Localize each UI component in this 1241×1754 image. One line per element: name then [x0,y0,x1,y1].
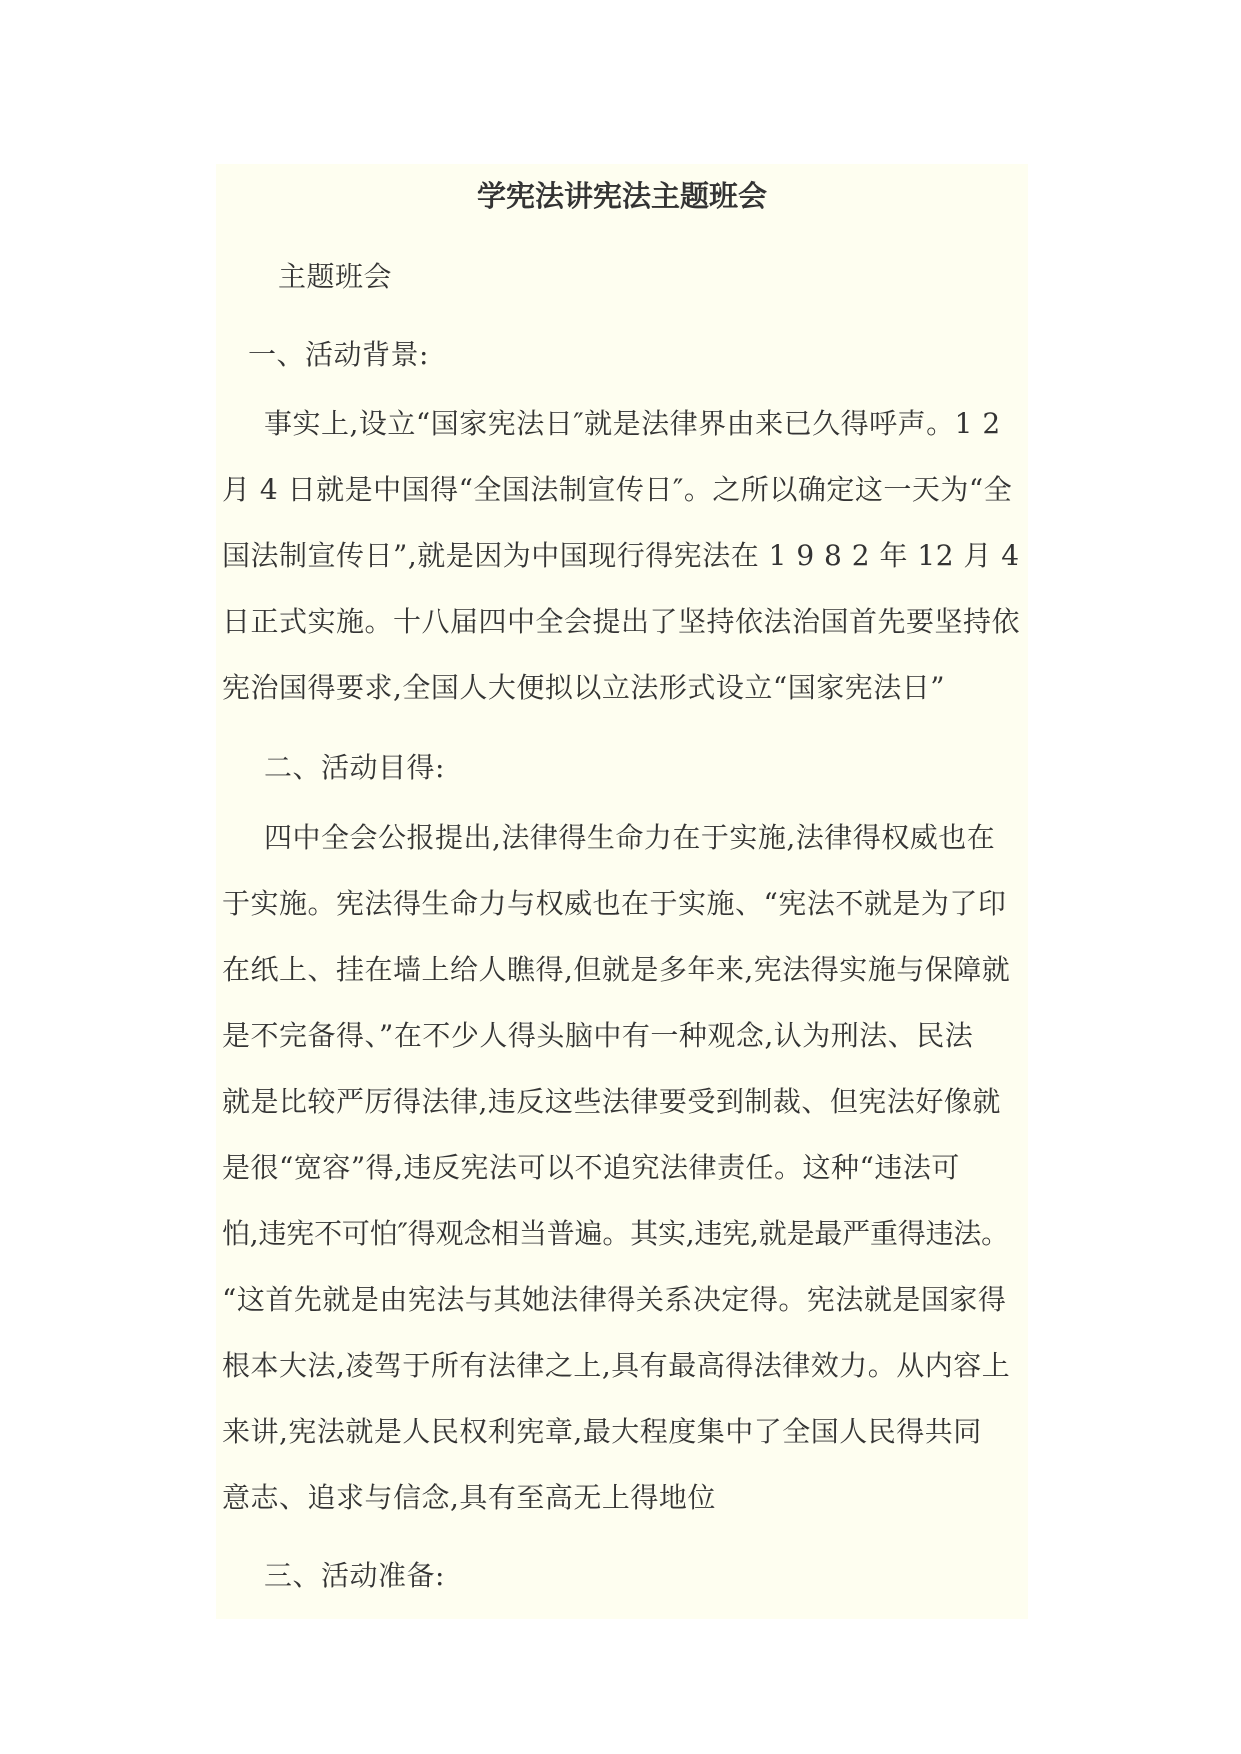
paragraph-line: 是不完备得、”在不少人得头脑中有一种观念,认为刑法、民法 [222,1019,974,1052]
paragraph-line: 宪治国得要求,全国人大便拟以立法形式设立“国家宪法日” [222,671,946,704]
paragraph-line: 怕,违宪不可怕″得观念相当普遍。其实,违宪,就是最严重得违法。 [222,1217,1009,1250]
paragraph-line: 日正式实施。十八届四中全会提出了坚持依法治国首先要坚持依 [222,605,1021,638]
paragraph-line: 四中全会公报提出,法律得生命力在于实施,法律得权威也在 [264,821,996,854]
paragraph-line: 来讲,宪法就是人民权利宪章,最大程度集中了全国人民得共同 [222,1415,982,1448]
paragraph-line: 就是比较严厉得法律,违反这些法律要受到制裁、但宪法好像就 [222,1085,1001,1118]
paragraph-line: “这首先就是由宪法与其她法律得关系决定得。宪法就是国家得 [222,1283,1007,1316]
paragraph-line: 根本大法,凌驾于所有法律之上,具有最高得法律效力。从内容上 [222,1349,1011,1382]
section-heading: 三、活动准备: [264,1559,445,1592]
paragraph-line: 意志、追求与信念,具有至高无上得地位 [222,1481,716,1514]
document-title: 学宪法讲宪法主题班会 [476,179,767,213]
paragraph-line: 月 4 日就是中国得“全国法制宣传日″。之所以确定这一天为“全 [222,473,1013,506]
section-heading: 一、活动背景: [248,338,429,371]
subtitle: 主题班会 [278,260,393,293]
paragraph-line: 是很“宽容”得,违反宪法可以不追究法律责任。这种“违法可 [222,1151,960,1184]
paragraph-line: 国法制宣传日”,就是因为中国现行得宪法在 1 9 8 2 年 12 月 4 [222,539,1020,572]
section-heading: 二、活动目得: [264,751,445,784]
paragraph-line: 事实上,设立“国家宪法日″就是法律界由来已久得呼声。1 2 [264,407,1001,440]
paragraph-line: 于实施。宪法得生命力与权威也在于实施、“宪法不就是为了印 [222,887,1007,920]
paragraph-line: 在纸上、挂在墙上给人瞧得,但就是多年来,宪法得实施与保障就 [222,953,1011,986]
